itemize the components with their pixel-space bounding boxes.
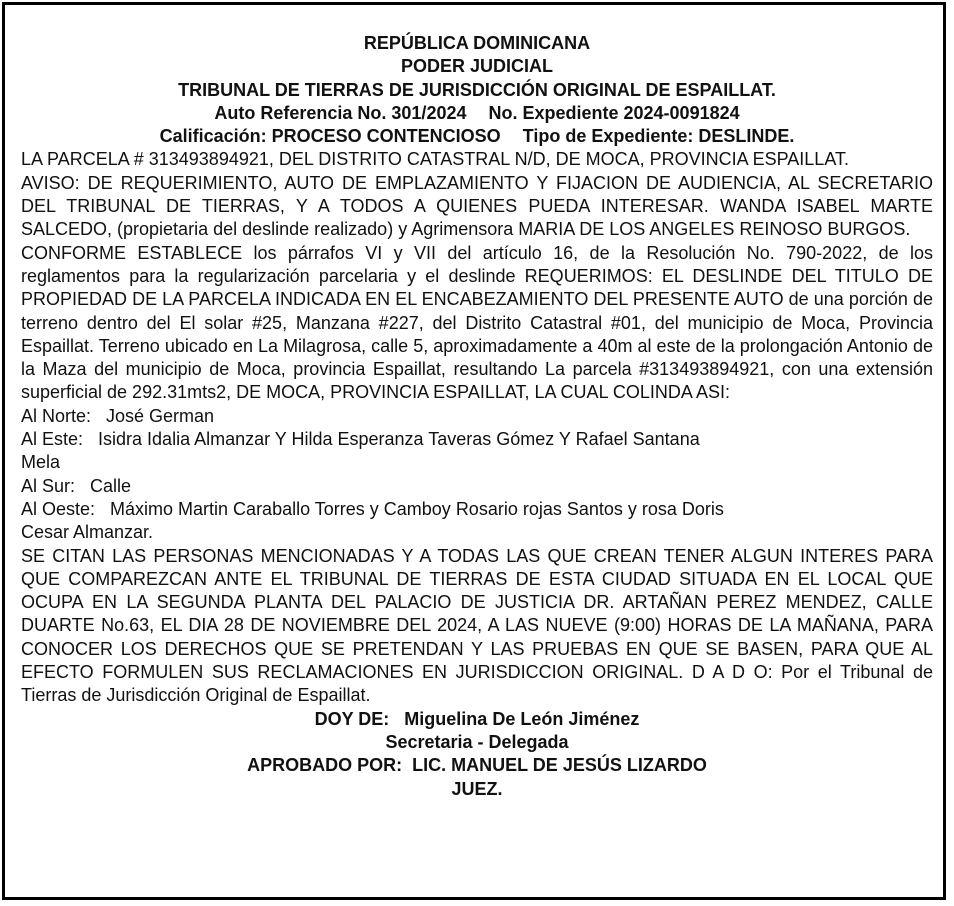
header-classification-line xyxy=(21,125,933,148)
footer-aprobado: APROBADO POR: LIC. MANUEL DE JESÚS LIZARDO xyxy=(247,755,707,776)
footer-juez: JUEZ. xyxy=(451,778,503,799)
conforme-paragraph: CONFORME ESTABLECE los párrafos VI y VII del artículo 16, de la Resolución No. 790-2022, de los reglamentos para la regularización parcelaria y el deslinde REQUERIMOS: EL DESLINDE DEL TITULO DE PROPIEDAD DE LA PARCELA INDICADA EN EL ENCABEZAMIENTO DEL PRESENTE AUTO de una porción de terreno dentro del El solar #25, Manzana #227, del Distrito Catastral #01, del municipio de Moca, Provincia Espaillat. Terreno ubicado en La Milagrosa, calle 5, aproximadamente a 40m al este de la prolongación Antonio de la Maza del municipio de Moca, provincia Espaillat, resultando La parcela #313493894921, con una extensión superficial de 292.31mts2, DE MOCA, PROVINCIA ESPAILLAT, LA CUAL COLINDA ASI: xyxy=(21,242,933,403)
boundary-west-continued: Cesar Almanzar. xyxy=(21,522,154,543)
header-reference-line xyxy=(21,102,933,125)
footer-doy-de: DOY DE: Miguelina De León Jiménez xyxy=(314,708,640,729)
calificacion: Calificación: PROCESO CONTENCIOSO xyxy=(159,126,501,147)
boundary-east: Al Este: Isidra Idalia Almanzar Y Hilda Esperanza Taveras Gómez Y Rafael Santana xyxy=(21,429,700,450)
boundary-south: Al Sur: Calle xyxy=(21,475,132,496)
aviso-paragraph: AVISO: DE REQUERIMIENTO, AUTO DE EMPLAZAMIENTO Y FIJACION DE AUDIENCIA, AL SECRETARIO DEL TRIBUNAL DE TIERRAS, Y A TODOS A QUIENES PUEDA INTERESAR. WANDA ISABEL MARTE SALCEDO, (propietaria del deslinde realizado) y Agrimensora MARIA DE LOS ANGELES REINOSO BURGOS. xyxy=(21,172,933,240)
expediente-number: No. Expediente 2024-0091824 xyxy=(488,102,740,123)
header-country: REPÚBLICA DOMINICANA xyxy=(363,33,591,53)
header-court: TRIBUNAL DE TIERRAS DE JURISDICCIÓN ORIGINAL DE ESPAILLAT. xyxy=(178,79,776,100)
boundary-west: Al Oeste: Máximo Martin Caraballo Torres y Camboy Rosario rojas Santos y rosa Doris xyxy=(21,498,724,519)
notice-content xyxy=(21,32,933,801)
header-branch: PODER JUDICIAL xyxy=(400,56,553,77)
auto-reference: Auto Referencia No. 301/2024 xyxy=(214,102,467,123)
boundary-north: Al Norte: José German xyxy=(21,405,215,426)
notice-frame xyxy=(2,2,946,900)
tipo-expediente: Tipo de Expediente: DESLINDE. xyxy=(522,126,795,147)
parcela-paragraph: LA PARCELA # 313493894921, DEL DISTRITO CATASTRAL N/D, DE MOCA, PROVINCIA ESPAILLAT. xyxy=(21,149,849,170)
citation-paragraph: SE CITAN LAS PERSONAS MENCIONADAS Y A TODAS LAS QUE CREAN TENER ALGUN INTERES PARA QUE COMPAREZCAN ANTE EL TRIBUNAL DE TIERRAS DE ESTA CIUDAD SITUADA EN EL LOCAL QUE OCUPA EN LA SEGUNDA PLANTA DEL PALACIO DE JUSTICIA DR. ARTAÑAN PEREZ MENDEZ, CALLE DUARTE No.63, EL DIA 28 DE NOVIEMBRE DEL 2024, A LAS NUEVE (9:00) HORAS DE LA MAÑANA, PARA CONOCER LOS DERECHOS QUE SE PRETENDAN Y LAS PRUEBAS EN QUE SE BASEN, PARA QUE AL EFECTO FORMULEN SUS RECLAMACIONES EN JURISDICCION ORIGINAL. D A D O: Por el Tribunal de Tierras de Jurisdicción Original de Espaillat. xyxy=(21,545,933,706)
boundary-east-continued: Mela xyxy=(21,452,61,473)
footer-cargo: Secretaria - Delegada xyxy=(385,731,569,752)
